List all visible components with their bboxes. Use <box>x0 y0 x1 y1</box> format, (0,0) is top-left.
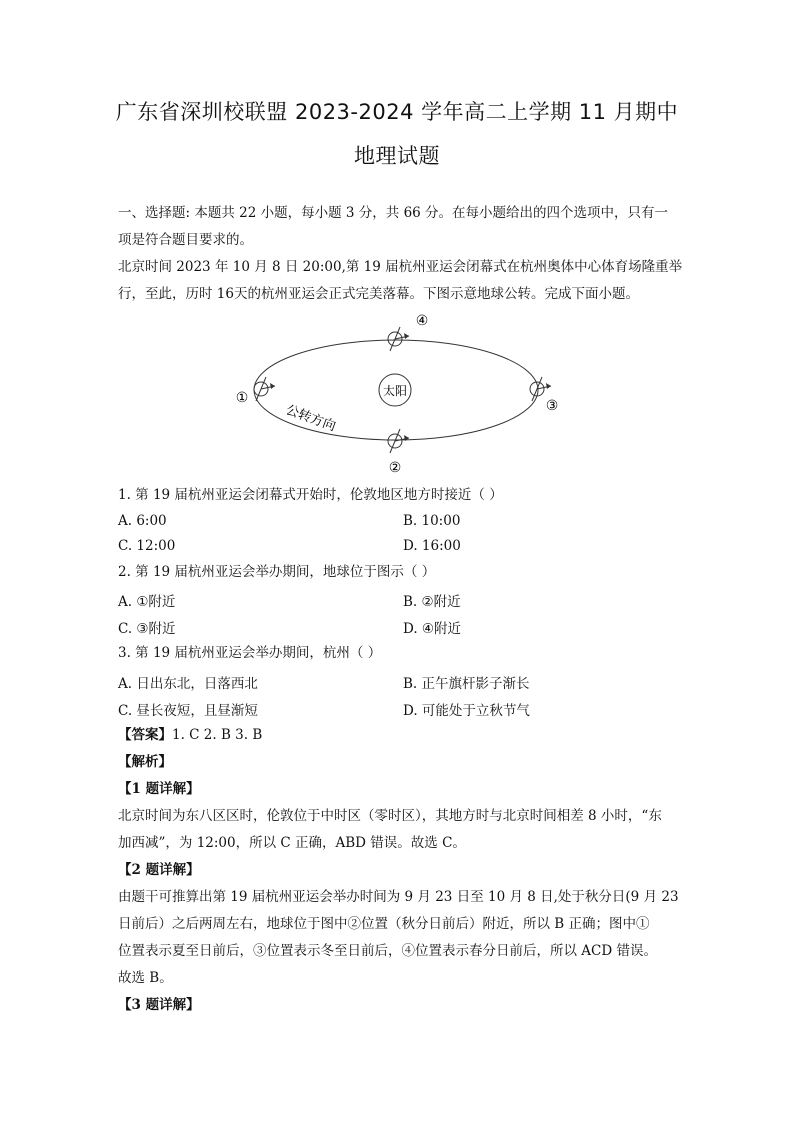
answer-text: 1. C 2. B 3. B <box>172 727 263 743</box>
question-1-option-b[interactable]: B. 10:00 <box>403 513 461 529</box>
q1-detail-line1: 北京时间为东八区区时，伦敦位于中时区（零时区），其地方时与北京时间相差 8 小时，“东 <box>118 808 662 824</box>
position-label-4: ④ <box>415 313 429 329</box>
q2-detail-line2: 日前后）之后两周左右，地球位于图中②位置（秋分日前后）附近，所以 B 正确；图中① <box>118 916 650 932</box>
sun-label: 太阳 <box>382 384 408 398</box>
q2-detail-line4: 故选 B。 <box>118 970 173 986</box>
page-title-line1: 广东省深圳校联盟 2023-2024 学年高二上学期 11 月期中 <box>115 100 679 124</box>
question-1-option-a[interactable]: A. 6:00 <box>118 513 167 529</box>
position-label-3: ③ <box>545 398 559 414</box>
passage-line1: 北京时间 2023 年 10 月 8 日 20:00,第 19 届杭州亚运会闭幕式在杭州奥体中心体育场隆重举 <box>118 259 683 275</box>
page-title-line2: 地理试题 <box>354 144 440 168</box>
position-label-1: ① <box>235 390 249 406</box>
q2-detail-line1: 由题干可推算出第 19 届杭州亚运会举办时间为 9 月 23 日至 10 月 8 日,处于秋分日(9 月 23 <box>118 889 679 905</box>
question-3-stem: 3. 第 19 届杭州亚运会举办期间，杭州（ ） <box>118 645 382 661</box>
question-2-stem: 2. 第 19 届杭州亚运会举办期间，地球位于图示（ ） <box>118 564 436 580</box>
question-3-option-a[interactable]: A. 日出东北，日落西北 <box>118 676 258 692</box>
orbit-direction-label: 公转方向 <box>283 402 338 435</box>
answer-line <box>118 726 678 744</box>
q1-detail-heading: 【1 题详解】 <box>118 781 200 797</box>
position-label-2: ② <box>388 460 402 476</box>
question-2-option-c[interactable]: C. ③附近 <box>118 621 176 637</box>
earth-position-4 <box>388 327 409 351</box>
question-1-option-c[interactable]: C. 12:00 <box>118 538 176 554</box>
analysis-label: 【解析】 <box>118 754 172 770</box>
question-1-option-d[interactable]: D. 16:00 <box>403 538 461 554</box>
question-2-option-a[interactable]: A. ①附近 <box>118 594 176 610</box>
q2-detail-line3: 位置表示夏至日前后，③位置表示冬至日前后，④位置表示春分日前后，所以 ACD 错误。 <box>118 943 657 959</box>
question-3-option-d[interactable]: D. 可能处于立秋节气 <box>403 703 530 719</box>
q3-detail-heading: 【3 题详解】 <box>118 997 200 1013</box>
earth-position-1 <box>254 377 275 401</box>
q2-detail-heading: 【2 题详解】 <box>118 862 200 878</box>
answer-label: 【答案】 <box>118 727 172 743</box>
section-intro-line2: 项是符合题目要求的。 <box>118 232 253 248</box>
section-intro-line1: 一、选择题: 本题共 22 小题，每小题 3 分，共 66 分。在每小题给出的四个选项中，只有一 <box>118 205 669 221</box>
question-3-option-c[interactable]: C. 昼长夜短，且昼渐短 <box>118 703 258 719</box>
earth-position-2 <box>388 429 409 453</box>
question-1-stem: 1. 第 19 届杭州亚运会闭幕式开始时，伦敦地区地方时接近（ ） <box>118 487 503 503</box>
q1-detail-line2: 加西减”，为 12:00，所以 C 正确，ABD 错误。故选 C。 <box>118 835 466 851</box>
question-2-option-b[interactable]: B. ②附近 <box>403 594 461 610</box>
question-3-option-b[interactable]: B. 正午旗杆影子渐长 <box>403 676 530 692</box>
earth-orbit-diagram <box>228 310 568 480</box>
passage-line2: 行，至此，历时 16天的杭州亚运会正式完美落幕。下图示意地球公转。完成下面小题。 <box>118 286 639 302</box>
question-2-option-d[interactable]: D. ④附近 <box>403 621 462 637</box>
